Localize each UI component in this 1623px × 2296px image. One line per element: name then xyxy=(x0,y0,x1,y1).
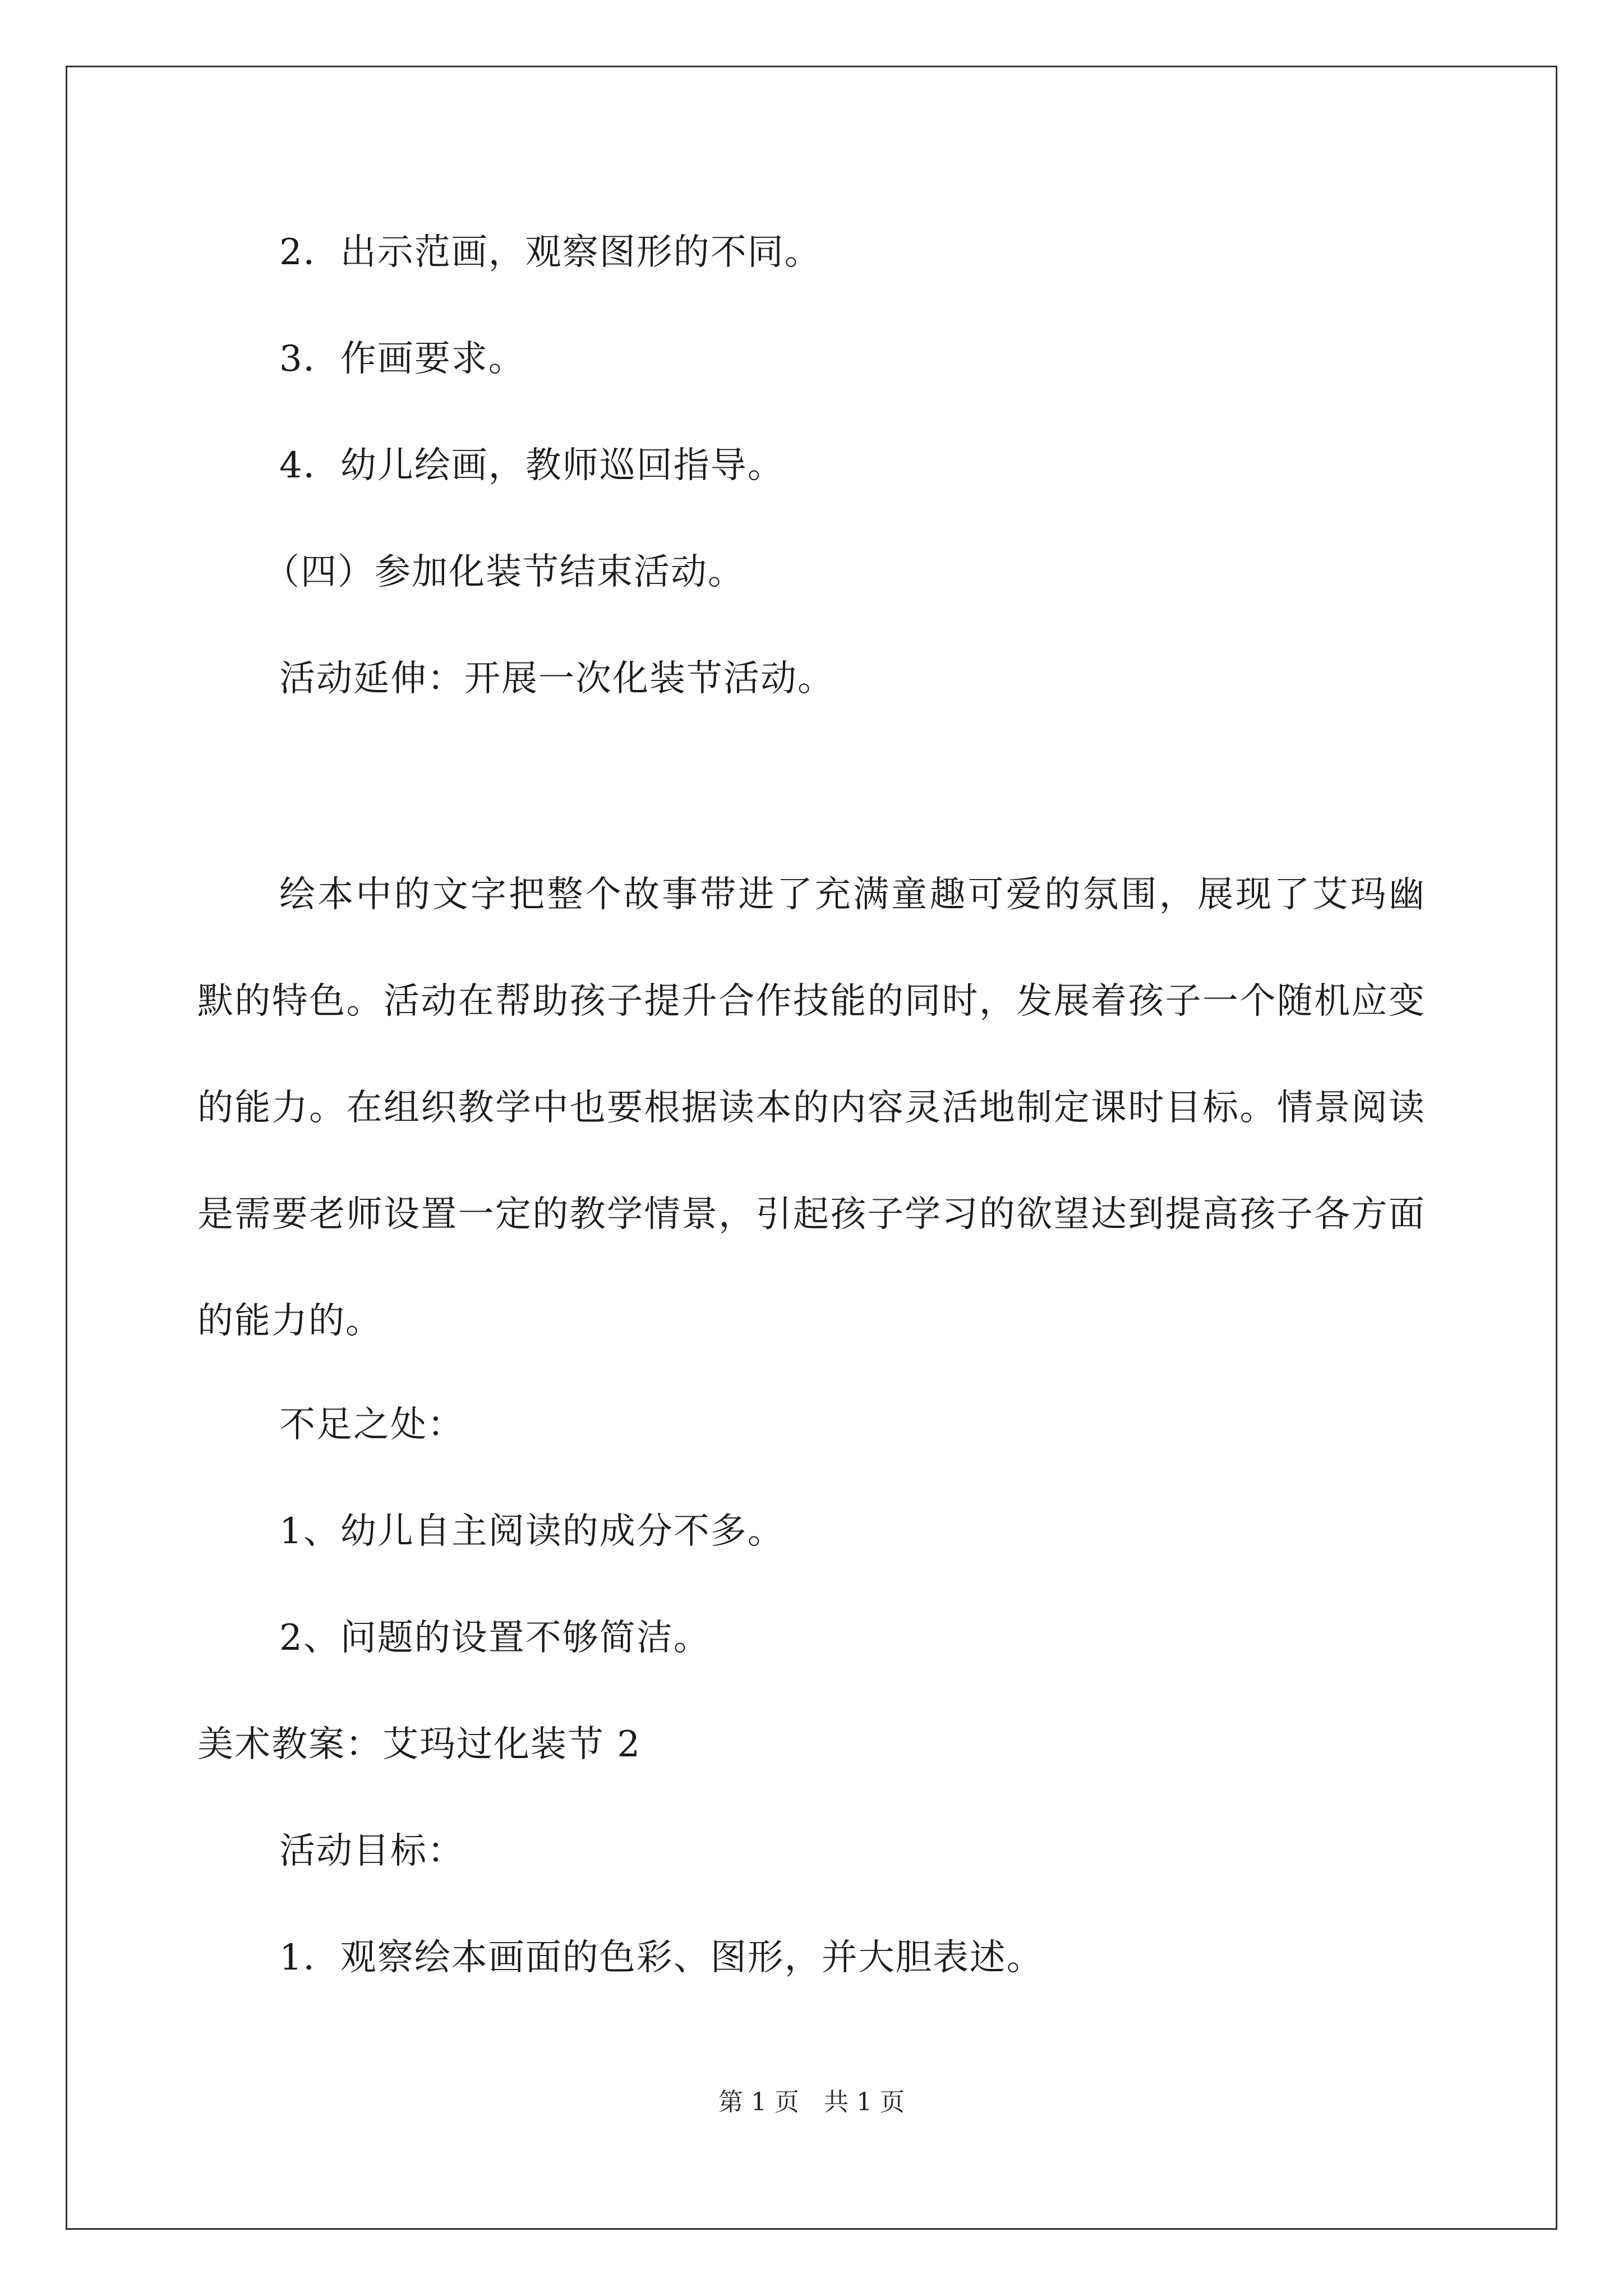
goals-heading: 活动目标： xyxy=(279,1830,464,1872)
reflection-paragraph: 绘本中的文字把整个故事带进了充满童趣可爱的氛围，展现了艾玛幽默的特色。活动在帮助孩子提升合作技能的同时，发展着孩子一个随机应变的能力。在组织教学中也要根据读本的内容灵活地制定课时目标。情景阅读是需要老师设置一定的教学情景，引起孩子学习的欲望达到提高孩子各方面的能力的。 xyxy=(197,874,1426,1342)
activity-extension-text: 活动延伸：开展一次化装节活动。 xyxy=(279,658,834,700)
shortcomings-heading: 不足之处： xyxy=(279,1404,464,1446)
section-4-text: （四）参加化装节结束活动。 xyxy=(264,551,745,593)
goal-item: 1．观察绘本画面的色彩、图形，并大胆表述。 xyxy=(279,1937,1044,1978)
shortcoming-item: 1、幼儿自主阅读的成分不多。 xyxy=(279,1511,785,1552)
step-2-text: 2．出示范画，观察图形的不同。 xyxy=(279,232,822,273)
step-4-text: 4．幼儿绘画，教师巡回指导。 xyxy=(279,445,785,486)
step-3-text: 3．作画要求。 xyxy=(279,338,525,380)
page-number-footer: 第 1 页 共 1 页 xyxy=(718,2088,905,2116)
shortcoming-item: 2、问题的设置不够简洁。 xyxy=(279,1617,711,1659)
section-title: 美术教案：艾玛过化装节 2 xyxy=(197,1724,642,1765)
